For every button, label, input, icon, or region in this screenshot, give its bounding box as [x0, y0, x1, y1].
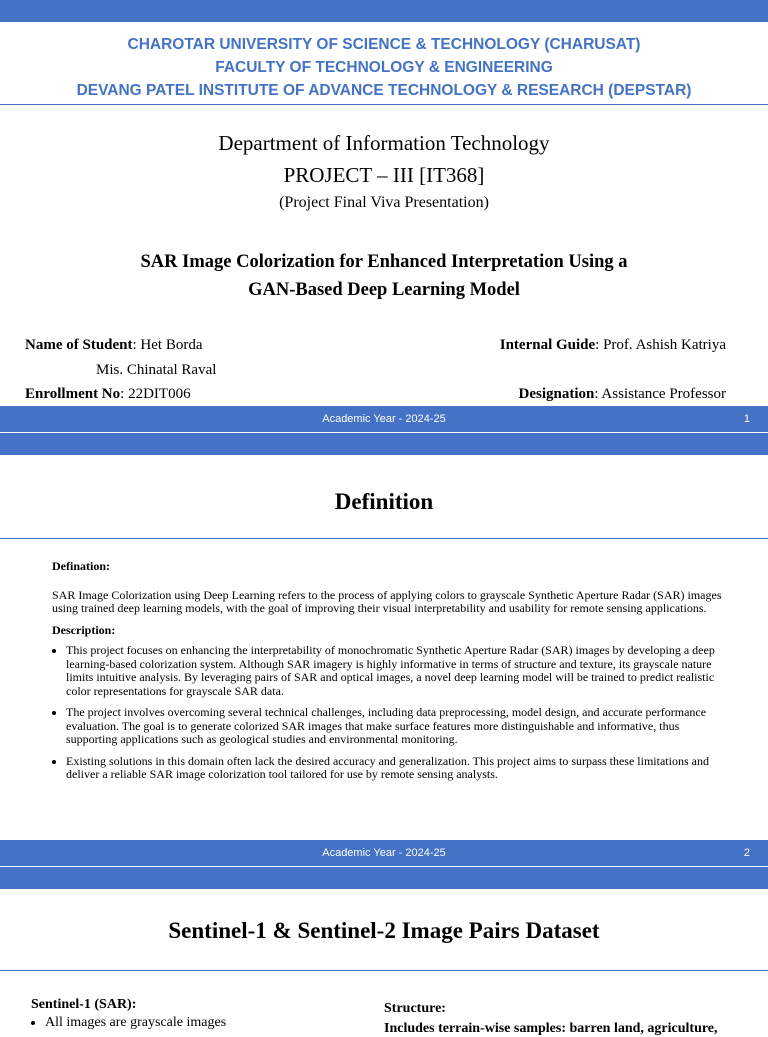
project-title-line1: SAR Image Colorization for Enhanced Interpretation Using a [140, 252, 628, 272]
slide3-title: Sentinel-1 & Sentinel-2 Image Pairs Dataset [168, 918, 600, 943]
university-name: CHAROTAR UNIVERSITY OF SCIENCE & TECHNOLOGY (CHARUSAT) [127, 36, 641, 53]
presentation-subtitle: (Project Final Viva Presentation) [279, 194, 489, 211]
slide2-divider [0, 538, 768, 539]
slide2-footer [0, 840, 768, 866]
slide2-top-band [0, 433, 768, 455]
structure-text: Includes terrain-wise samples: barren land, agriculture, [384, 1021, 718, 1036]
academic-year: Academic Year - 2024-25 [322, 413, 446, 425]
definition-body [52, 560, 724, 790]
guide-name: : Prof. Ashish Katriya [595, 337, 726, 353]
list-item: • All images are grayscale images [45, 1015, 226, 1031]
enrollment-number: : 22DIT006 [120, 386, 191, 402]
structure-section [384, 1001, 718, 1037]
sentinel1-heading: Sentinel-1 (SAR): [31, 997, 137, 1012]
definition-heading: Defination: [52, 559, 110, 573]
list-item: • This project focuses on enhancing the interpretability of monochromatic Synthetic Aperture Radar (SAR) images by developing a deep learning-based colorization system. Although SAR imagery is highly informative in terms of structure and texture, its grayscale nature limits intuitive analysis. By leveraging pairs of SAR and optical images, a novel deep learning model will be trained to predict realistic color representations for grayscale SAR data. [66, 644, 724, 698]
list-item: • The project involves overcoming several technical challenges, including data preprocessing, model design, and accurate performance evaluation. The goal is to generate colorized SAR images that make surface features more distinguishable and informative, thus supporting applications such as geological studies and environmental monitoring. [66, 706, 724, 747]
designation-label: Designation [518, 386, 595, 402]
guide-row [500, 337, 726, 354]
guide-label: Internal Guide [499, 337, 596, 353]
student-name-row [25, 337, 202, 354]
project-title [0, 248, 768, 304]
project-title-line2: GAN-Based Deep Learning Model [248, 280, 520, 300]
designation-value: : Assistance Professor [594, 386, 726, 402]
definition-text: SAR Image Colorization using Deep Learning refers to the process of applying colors to grayscale Synthetic Aperture Radar (SAR) images using trained deep learning models, with the goal of improving their visual interpretability and usability for remote sensing applications. [52, 587, 722, 615]
enrollment-label: Enrollment No [25, 386, 121, 402]
enrollment-row [25, 386, 191, 403]
list-item: • Existing solutions in this domain often lack the desired accuracy and generalization. This project aims to surpass these limitations and deliver a reliable SAR image colorization tool tailored for use by remote sensing analysts. [66, 755, 724, 782]
description-list [52, 644, 724, 782]
project-code: PROJECT – III [IT368] [283, 163, 485, 187]
slide1-top-band [0, 0, 768, 22]
header-divider [0, 104, 768, 105]
slide3-top-band [0, 867, 768, 889]
faculty-name: FACULTY OF TECHNOLOGY & ENGINEERING [215, 59, 553, 76]
page-number: 2 [743, 847, 750, 859]
sentinel1-list [31, 1015, 226, 1031]
academic-year: Academic Year - 2024-25 [322, 847, 446, 859]
institution-header [0, 33, 768, 102]
slide1-footer [0, 406, 768, 432]
department-name: Department of Information Technology [218, 131, 550, 155]
institute-name: DEVANG PATEL INSTITUTE OF ADVANCE TECHNOLOGY & RESEARCH (DEPSTAR) [76, 82, 692, 99]
designation-row [519, 386, 727, 403]
page-number: 1 [743, 413, 750, 425]
student-label: Name of Student [25, 337, 133, 353]
student-name: : Het Borda [132, 337, 203, 353]
description-heading: Description: [52, 622, 116, 637]
slide2-title: Definition [334, 489, 434, 514]
slide3-divider [0, 970, 768, 971]
structure-heading: Structure: [384, 1001, 446, 1016]
sentinel1-section [31, 997, 226, 1031]
student-name-2: Mis. Chinatal Raval [96, 362, 217, 378]
